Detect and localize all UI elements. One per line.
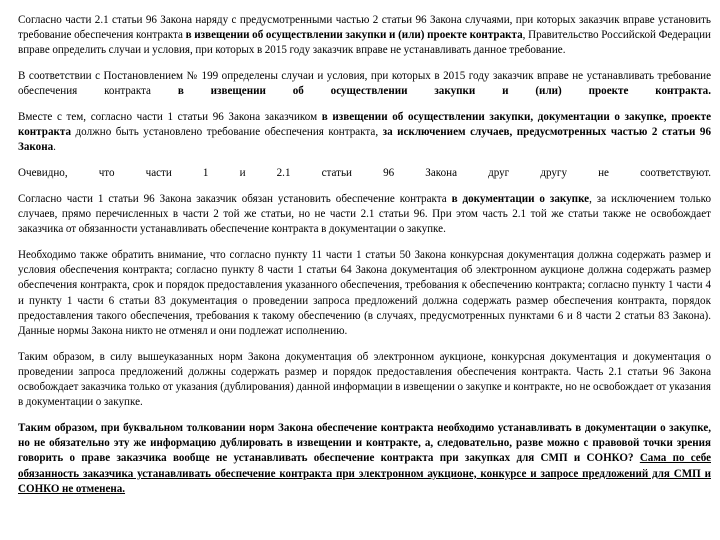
paragraph-6-text: Необходимо также обратить внимание, что согласно пункту 11 части 1 статьи 50 Закона конкурсная документация должна содержать размер и условия обеспечения контракта; согласно пункту 8 части 1 статьи 64 Закона документация об электронном аукционе должна содержать размер обеспечения контракта, срок и порядок предоставления указанного обеспечения, требования к обеспечению контракта; согласно пункту 1 части 4 и пункту 1 части 6 статьи 83 документация о проведении запроса предложений должна содержать размер обеспечения контракта, порядок предоставления такого обеспечения, требования к такому обеспечению (в случаях, предусмотренных пунктами 6 и 8 части 2 статьи 83 Закона). Данные нормы Закона никто не отменял и они подлежат исполнению.: [18, 248, 711, 337]
paragraph-5-emphasis: в документации о закупке: [451, 192, 590, 205]
paragraph-4-text: Очевидно, что части 1 и 2.1 статьи 96 Закона друг другу не соответствуют.: [18, 167, 711, 180]
paragraph-1-emphasis: в извещении об осуществлении закупки и (или) проекте контракта: [185, 29, 523, 42]
document-body: [18, 13, 711, 507]
paragraph-3-text-1: Вместе с тем, согласно части 1 статьи 96 Закона заказчиком: [18, 111, 322, 124]
paragraph-7-text: Таким образом, в силу вышеуказанных норм Закона документация об электронном аукционе, конкурсная документация и документация о проведении запроса предложений должны содержать размер и порядок предоставления обеспечения контракта. Часть 2.1 статьи 96 Закона освобождает заказчика только от указания (дублирования) данной информации в извещении о закупке и контракте, но не освобождает от указания в документации о закупке.: [18, 350, 711, 409]
paragraph-3-text-2: должно быть установлено требование обеспечения контракта,: [71, 126, 383, 139]
paragraph-2-emphasis: в извещении об осуществлении закупки и (или) проекте контракта.: [177, 85, 712, 98]
paragraph-8: [18, 421, 711, 497]
paragraph-8-text: Таким образом, при буквальном толковании норм Закона обеспечение контракта необходимо устанавливать в документации о закупке, но не обязательно эту же информацию дублировать в извещении и контракте, а, следовательно, разве можно с правовой точки зрения говорить о праве заказчика вообще не устанавливать обеспечение контракта при закупках для СМП и СОНКО?: [18, 421, 711, 465]
paragraph-3-emphasis-1: в извещении об осуществлении закупки, документации о закупке, проекте контракта: [18, 111, 711, 139]
paragraph-5-text-2: , за исключением только случаев, прямо перечисленных в части 2 той же статьи, но не части 2.1 статьи 96. При этом часть 2.1 той же статьи также не освобождает заказчика от обязанности устанавливать обеспечение контракта в документации о закупке.: [18, 192, 712, 236]
paragraph-6: [18, 248, 711, 339]
paragraph-3-emphasis-2: за исключением случаев, предусмотренных частью 2 статьи 96 Закона: [18, 126, 712, 154]
paragraph-7: [18, 350, 711, 411]
paragraph-5: [18, 192, 711, 238]
paragraph-2-text-1: В соответствии с Постановлением № 199 определены случаи и условия, при которых в 2015 году заказчик вправе не устанавливать требование обеспечения контракта: [18, 70, 711, 98]
paragraph-4: [18, 166, 711, 181]
paragraph-1-text-2: , Правительство Российской Федерации вправе определить случаи и условия, при которых в 2015 году заказчик вправе не устанавливать данное требование.: [18, 29, 711, 57]
paragraph-3-text-3: .: [53, 141, 56, 154]
paragraph-2: [18, 69, 711, 99]
paragraph-5-text-1: Согласно части 1 статьи 96 Закона заказчик обязан установить обеспечение контракта: [18, 192, 452, 205]
paragraph-1: [18, 13, 711, 59]
paragraph-8-underlined-conclusion: Сама по себе обязанность заказчика устанавливать обеспечение контракта при электронном аукционе, конкурсе и запросе предложений для СМП и СОНКО не отменена.: [18, 452, 711, 495]
paragraph-3: [18, 110, 711, 156]
paragraph-1-text-1: Согласно части 2.1 статьи 96 Закона наряду с предусмотренными частью 2 статьи 96 Закона случаями, при которых заказчик вправе установить требование обеспечения контракта: [18, 14, 711, 42]
